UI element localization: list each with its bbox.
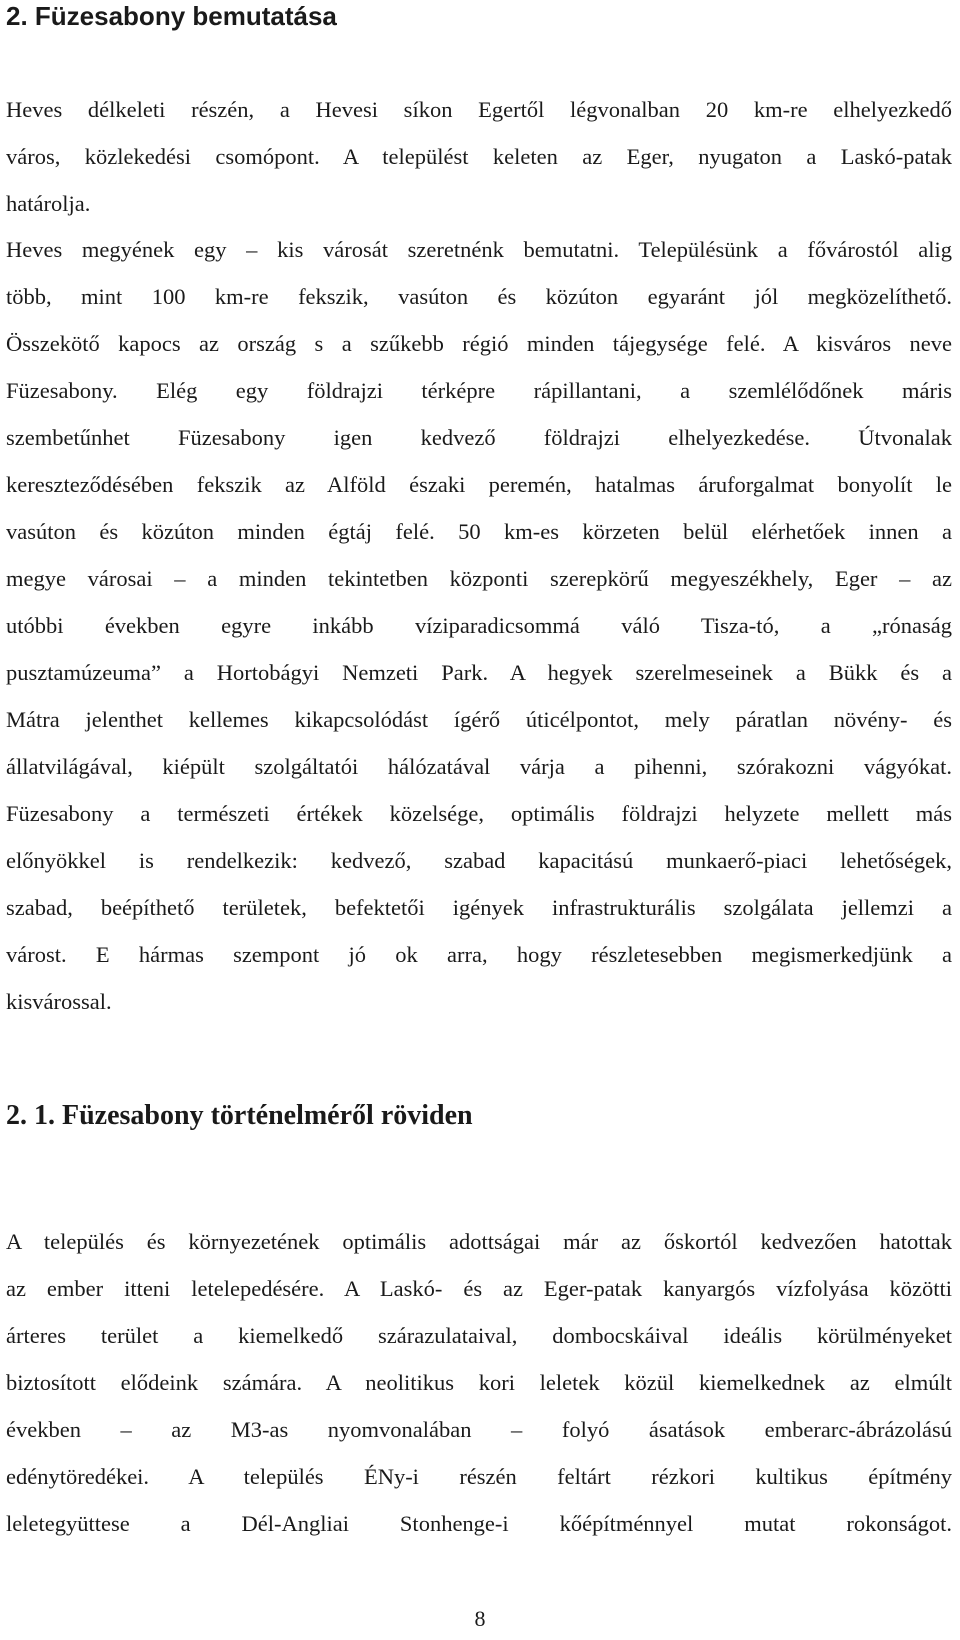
subsection-heading: 2. 1. Füzesabony történelméről röviden — [6, 1100, 473, 1131]
text-line: biztosított elődeink számára. A neolitikus kori leletek közül kiemelkednek az elmúlt — [6, 1370, 952, 1395]
text-line: szembetűnhet Füzesabony igen kedvező földrajzi elhelyezkedése. Útvonalak — [6, 425, 952, 450]
text-line: város, közlekedési csomópont. A települést keleten az Eger, nyugaton a Laskó-patak — [6, 144, 952, 169]
text-line: előnyökkel is rendelkezik: kedvező, szabad kapacitású munkaerő-piaci lehetőségek, — [6, 848, 952, 873]
text-line: szabad, beépíthető területek, befektetői igények infrastrukturális szolgálata jellemzi a — [6, 895, 952, 920]
text-line: várost. E hármas szempont jó ok arra, hogy részletesebben megismerkedjünk a — [6, 942, 952, 967]
text-line: az ember itteni letelepedésére. A Laskó- és az Eger-patak kanyargós vízfolyása közötti — [6, 1276, 952, 1301]
text-line: árteres terület a kiemelkedő szárazulataival, dombocskáival ideális körülményeket — [6, 1323, 952, 1348]
text-line: Heves délkeleti részén, a Hevesi síkon Egertől légvonalban 20 km-re elhelyezkedő — [6, 97, 952, 122]
text-line: kisvárossal. — [6, 989, 112, 1014]
description-paragraph — [6, 226, 952, 1025]
text-line: megye városai – a minden tekintetben központi szerepkörű megyeszékhely, Eger – az — [6, 566, 952, 591]
text-line: években – az M3-as nyomvonalában – folyó ásatások emberarc-ábrázolású — [6, 1417, 952, 1442]
text-line: állatvilágával, kiépült szolgáltatói hálózatával várja a pihenni, szórakozni vágyókat. — [6, 754, 952, 779]
text-line: határolja. — [6, 191, 91, 216]
text-line: Összekötő kapocs az ország s a szűkebb régió minden tájegysége felé. A kisváros neve — [6, 331, 952, 356]
history-paragraph — [6, 1218, 952, 1547]
text-line: Füzesabony. Elég egy földrajzi térképre rápillantani, a szemlélődőnek máris — [6, 378, 952, 403]
text-line: kereszteződésében fekszik az Alföld északi peremén, hatalmas áruforgalmat bonyolít le — [6, 472, 952, 497]
text-line: pusztamúzeuma” a Hortobágyi Nemzeti Park. A hegyek szerelmeseinek a Bükk és a — [6, 660, 952, 685]
text-line: leletegyüttese a Dél-Angliai Stonhenge-i kőépítménnyel mutat rokonságot. — [6, 1511, 952, 1536]
text-line: utóbbi években egyre inkább víziparadicsommá váló Tisza-tó, a „rónaság — [6, 613, 952, 638]
text-line: Mátra jelenthet kellemes kikapcsolódást ígérő úticélpontot, mely páratlan növény- és — [6, 707, 952, 732]
text-line: edénytöredékei. A település ÉNy-i részén feltárt rézkori kultikus építmény — [6, 1464, 952, 1489]
text-line: vasúton és közúton minden égtáj felé. 50 km-es körzeten belül elérhetőek innen a — [6, 519, 952, 544]
text-line: A település és környezetének optimális adottságai már az őskortól kedvezően hatottak — [6, 1229, 952, 1254]
text-line: Füzesabony a természeti értékek közelsége, optimális földrajzi helyzete mellett más — [6, 801, 952, 826]
text-line: több, mint 100 km-re fekszik, vasúton és közúton egyaránt jól megközelíthető. — [6, 284, 952, 309]
page-number: 8 — [474, 1606, 486, 1631]
intro-paragraph — [6, 86, 952, 227]
text-line: Heves megyének egy – kis városát szeretnénk bemutatni. Településünk a fővárostól alig — [6, 237, 952, 262]
section-heading: 2. Füzesabony bemutatása — [6, 1, 337, 31]
